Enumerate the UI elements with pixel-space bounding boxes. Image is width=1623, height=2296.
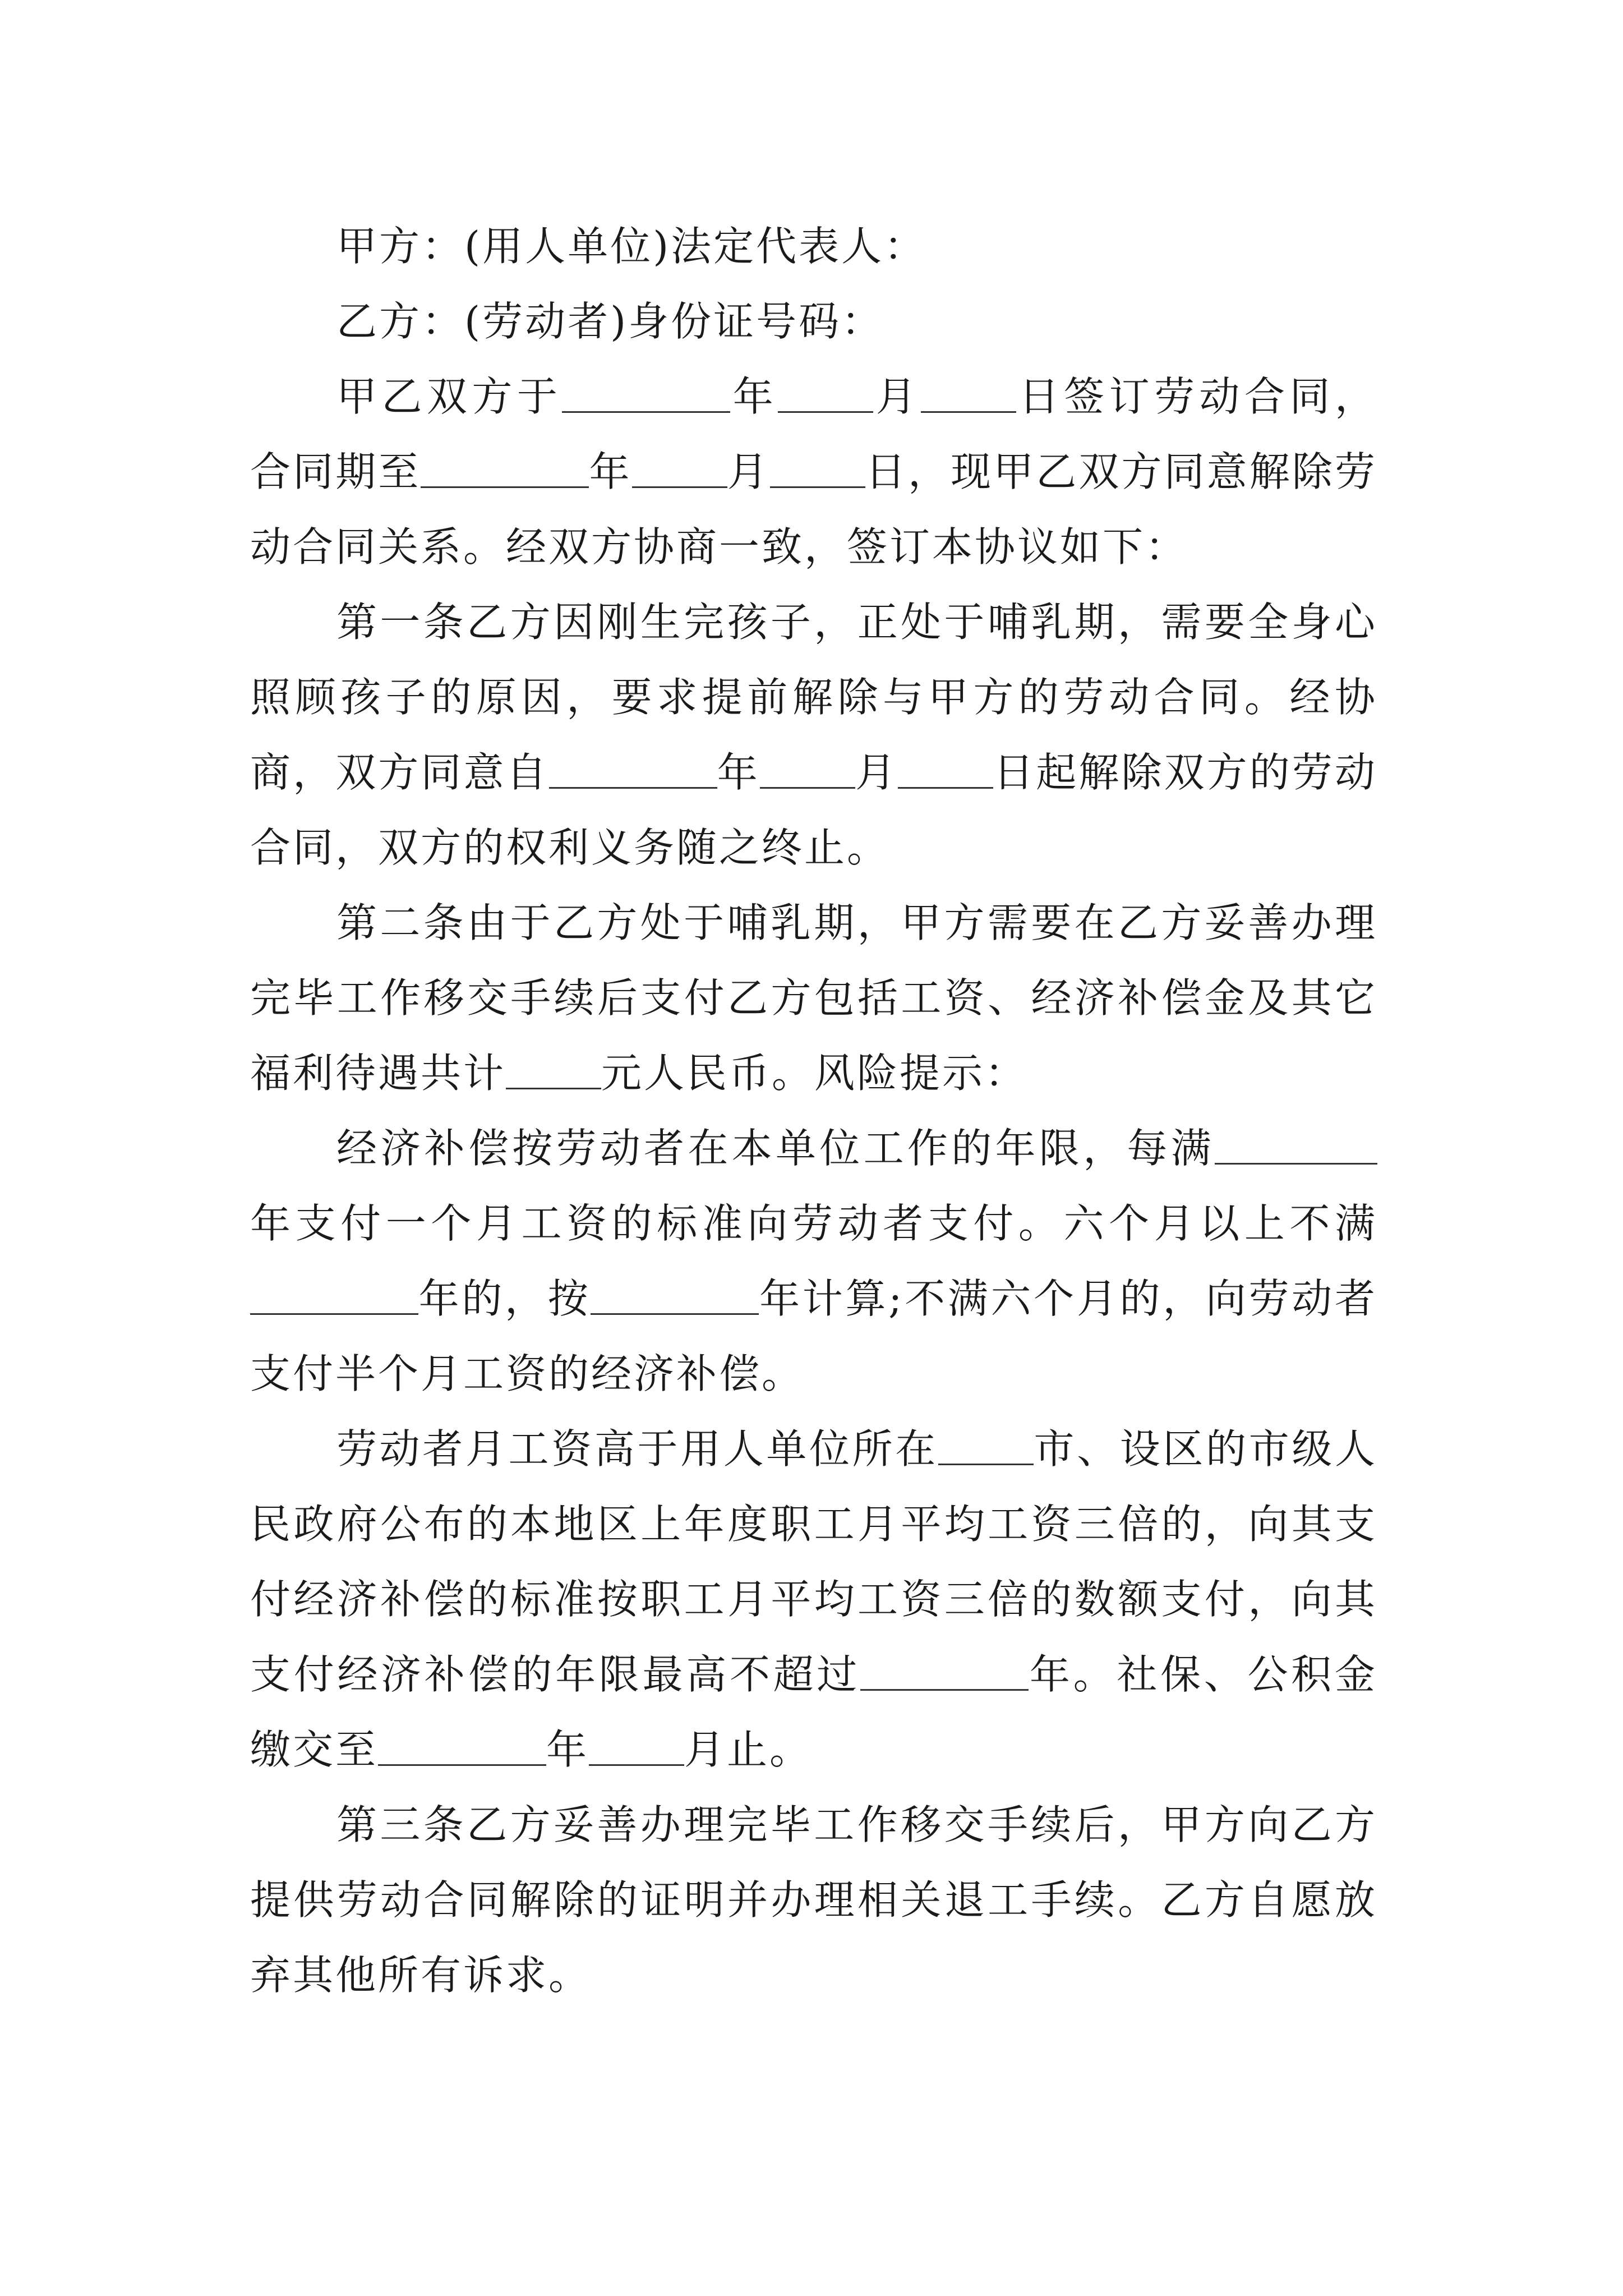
compensation-rule-paragraph [250,1111,1377,1411]
text-segment: 年计算;不满六个月的，向劳动者支付半个月工资的经济补偿。 [250,1275,1377,1397]
text-segment: 日签订劳动合同，合同期至 [250,373,1377,495]
article-2-paragraph [250,885,1377,1111]
text-segment: 月止。 [684,1726,813,1773]
amount-blank [506,1051,601,1089]
text-segment: 月 [727,448,770,495]
text-segment: 年 [730,373,778,420]
text-segment: 年 [717,749,760,796]
party-a-text: 甲方：(用人单位)法定代表人： [336,223,927,270]
text-segment: 年的，按 [418,1275,591,1322]
text-segment: 年 [589,448,632,495]
end-year-blank [421,449,589,488]
insurance-month-blank [589,1727,684,1766]
party-b-line [250,284,1377,359]
insurance-year-blank [378,1727,546,1766]
article-1-paragraph [250,585,1377,885]
text-segment: 第二条由于乙方处于哺乳期，甲方需要在乙方妥善办理完毕工作移交手续后支付乙方包括工资、经济补偿金及其它福利待遇共计 [250,899,1377,1097]
agreement-body [250,209,1377,2013]
end-month-blank [632,449,727,488]
text-segment: 年 [546,1726,589,1773]
sign-year-blank [562,374,730,413]
text-segment: 甲乙双方于 [336,373,562,420]
text-segment: 市、设区的市级人民政府公布的本地区上年度职工月平均工资三倍的，向其支付经济补偿的标准按职工月平均工资三倍的数额支付，向其支付经济补偿的年限最高不超过 [250,1425,1377,1698]
city-blank [938,1427,1034,1465]
party-b-text: 乙方：(劳动者)身份证号码： [336,298,884,345]
under-years-blank [250,1276,418,1315]
article-3-paragraph [250,1787,1377,2013]
termination-day-blank [898,750,993,789]
text-segment: 第一条乙方因刚生完孩子，正处于哺乳期，需要全身心照顾孩子的原因，要求提前解除与甲方的劳动合同。经协商，双方同意自 [250,599,1377,796]
max-years-blank [860,1652,1029,1691]
text-segment: 元人民币。风险提示： [601,1050,1028,1097]
termination-year-blank [549,750,717,789]
text-segment: 日起解除双方的劳动合同，双方的权利义务随之终止。 [250,749,1377,871]
text-segment: 年。社保、公积金缴交至 [250,1651,1377,1773]
text-segment: 日，现甲乙双方同意解除劳动合同关系。经双方协商一致，签订本协议如下： [250,448,1377,570]
text-segment: 劳动者月工资高于用人单位所在 [336,1425,938,1473]
text-segment: 月 [873,373,921,420]
text-segment: 经济补偿按劳动者在本单位工作的年限，每满 [336,1125,1215,1172]
contract-dates-paragraph [250,359,1377,585]
text-segment: 年支付一个月工资的标准向劳动者支付。六个月以上不满 [250,1200,1377,1247]
sign-month-blank [778,374,873,413]
count-years-blank [591,1276,759,1315]
text-segment: 月 [855,749,898,796]
sign-day-blank [921,374,1016,413]
termination-month-blank [760,750,855,789]
years-per-blank [1215,1126,1377,1165]
salary-cap-paragraph [250,1411,1377,1787]
end-day-blank [770,449,865,488]
party-a-line [250,209,1377,284]
text-segment: 第三条乙方妥善办理完毕工作移交手续后，甲方向乙方提供劳动合同解除的证明并办理相关退工手续。乙方自愿放弃其他所有诉求。 [250,1801,1377,1999]
